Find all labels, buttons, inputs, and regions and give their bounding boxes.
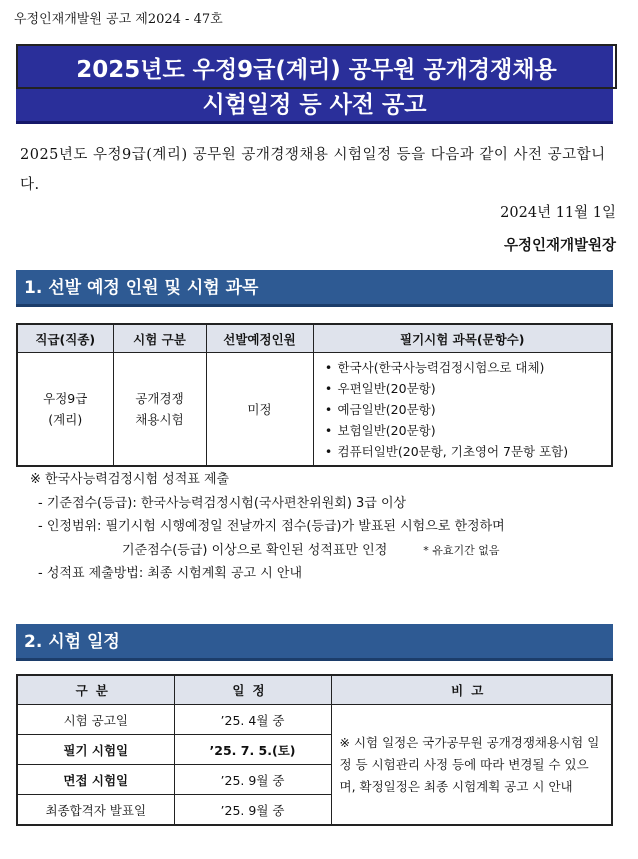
subject-item: • 예금일반(20문항) <box>320 399 606 420</box>
col-grade: 직급(직종) <box>17 324 113 353</box>
exam-type-cell <box>113 353 206 467</box>
note-line <box>30 539 505 563</box>
history-cert-notes <box>30 468 505 586</box>
section2-heading: 2. 시험 일정 <box>16 624 613 661</box>
notice-date: 2024년 11월 1일 <box>500 205 616 221</box>
schedule-table <box>16 674 613 826</box>
note-line: - 기준점수(등급): 한국사능력검정시험(국사편찬위원회) 3급 이상 <box>38 495 407 511</box>
col-schedule: 일정 <box>174 675 331 705</box>
subject-item: • 컴퓨터일반(20문항, 기초영어 7문항 포함) <box>320 441 606 462</box>
col-category: 구분 <box>17 675 174 705</box>
row-label: 면접 시험일 <box>17 765 174 795</box>
grade-line-1: 우정9급 <box>43 391 88 406</box>
grade-cell <box>17 353 113 467</box>
exam-type-line-1: 공개경쟁 <box>135 391 184 406</box>
intro-text: 2025년도 우정9급(계리) 공무원 공개경쟁채용 시험일정 등을 다음과 같이 사전 공고합니다. <box>20 147 606 193</box>
note-text: 기준점수(등급) 이상으로 확인된 성적표만 인정 <box>122 542 388 558</box>
note-small: * 유효기간 없음 <box>423 543 500 557</box>
title-line-1: 2025년도 우정9급(계리) 공무원 공개경쟁채용 <box>16 44 617 89</box>
row-label: 필기 시험일 <box>17 735 174 765</box>
row-label: 시험 공고일 <box>17 705 174 735</box>
headcount-cell: 미정 <box>206 353 313 467</box>
subjects-cell <box>313 353 612 467</box>
note-line: ※ 한국사능력검정시험 성적표 제출 <box>30 472 230 487</box>
section1-heading: 1. 선발 예정 인원 및 시험 과목 <box>16 270 613 307</box>
row-date: ’25. 9월 중 <box>174 765 331 795</box>
row-date: ’25. 4월 중 <box>174 705 331 735</box>
exam-type-line-2: 채용시험 <box>135 412 184 427</box>
subjects-table <box>16 323 613 467</box>
remark-cell: ※ 시험 일정은 국가공무원 공개경쟁채용시험 일정 등 시험관리 사정 등에 따라 변경될 수 있으며, 확정일정은 최종 시험계획 공고 시 안내 <box>331 705 612 826</box>
title-line-2: 시험일정 등 사전 공고 <box>202 92 427 118</box>
col-remark: 비고 <box>331 675 612 705</box>
row-label: 최종합격자 발표일 <box>17 795 174 826</box>
subject-item: • 우편일반(20문항) <box>320 378 606 399</box>
note-line: - 성적표 제출방법: 최종 시험계획 공고 시 안내 <box>38 566 303 581</box>
subject-item: • 보험일반(20문항) <box>320 420 606 441</box>
note-line: - 인정범위: 필기시험 시행예정일 전날까지 점수(등급)가 발표된 시험으로 한정하며 <box>38 519 505 534</box>
signer: 우정인재개발원장 <box>503 238 616 254</box>
row-date: ’25. 9월 중 <box>174 795 331 826</box>
subject-item: • 한국사(한국사능력검정시험으로 대체) <box>320 357 606 378</box>
col-exam-type: 시험 구분 <box>113 324 206 353</box>
title-banner <box>16 44 613 124</box>
row-date: ’25. 7. 5.(토) <box>174 735 331 765</box>
col-subjects: 필기시험 과목(문항수) <box>313 324 612 353</box>
notice-number: 우정인재개발원 공고 제2024 - 47호 <box>14 12 223 27</box>
grade-line-2: (계리) <box>48 412 83 427</box>
col-headcount: 선발예정인원 <box>206 324 313 353</box>
